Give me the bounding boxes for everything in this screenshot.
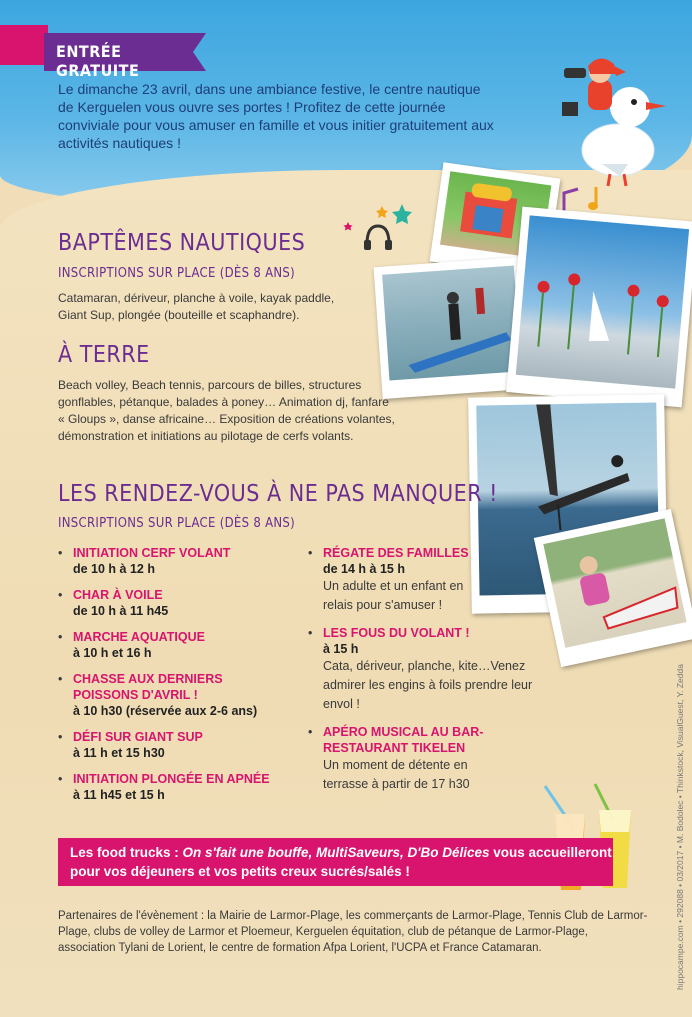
baptemes-subtitle: INSCRIPTIONS SUR PLACE (DÈS 8 ANS) [58,266,296,281]
list-item [308,545,548,615]
list-item [58,545,298,577]
food-trucks-suffix: vous accueilleront pour vos déjeuners et vos petits creux sucrés/salés ! [70,845,612,879]
food-trucks-prefix: Les food trucks : [70,845,183,860]
event-time: à 15 h [323,642,359,656]
photo-credit: hippocampe.com • 292088 • 03/2017 • M. Bodolec • Thinkstock, VisualGuest, Y. Zedda [675,664,685,990]
partners-text: Partenaires de l'évènement : la Mairie de Larmor-Plage, les commerçants de Larmor-Plage, Tennis Club de Larmor-Plage, clubs de volley de Larmor et Ploemeur, Kerguelen équitation, club de pétanque de Larmor-Plage, association Tylani de Lorient, le centre de formation Afpa Lorient, l'UCPA et France Catamaran. [58,910,648,954]
list-item [58,671,298,719]
event-time: de 10 h à 12 h [73,562,155,576]
headphones-icon [362,222,394,252]
event-title: • DÉFI SUR GIANT SUP [73,730,203,744]
baptemes-text: Catamaran, dériveur, planche à voile, kayak paddle, Giant Sup, plongée (bouteille et scaphandre). [58,291,335,322]
event-description: Cata, dériveur, planche, kite…Venez admirer les engins à foils prendre leur envol ! [323,659,533,711]
terre-title: À TERRE [58,342,150,368]
event-time: à 10 h et 16 h [73,646,152,660]
food-trucks-names: On s'fait une bouffe, MultiSaveurs, D'Bo Délices [182,845,490,860]
event-title: • INITIATION CERF VOLANT [73,546,231,560]
event-title: • CHAR À VOILE [73,588,163,602]
list-item [308,625,548,714]
event-title: • CHASSE AUX DERNIERS POISSONS D'AVRIL ! [73,672,223,702]
rdv-title: LES RENDEZ-VOUS À NE PAS MANQUER ! [58,481,498,507]
rdv-left-list [58,545,298,813]
event-time: de 14 h à 15 h [323,562,405,576]
rdv-subtitle: INSCRIPTIONS SUR PLACE (DÈS 8 ANS) [58,516,296,531]
event-title: • RÉGATE DES FAMILLES [323,546,469,560]
event-title: • MARCHE AQUATIQUE [73,630,205,644]
event-title: • INITIATION PLONGÉE EN APNÉE [73,772,270,786]
event-time: à 11 h et 15 h30 [73,746,165,760]
list-item [58,587,298,619]
food-trucks-banner [58,838,613,886]
event-time: à 11 h45 et 15 h [73,788,165,802]
event-description: Un adulte et un enfant en relais pour s'amuser ! [323,579,464,612]
event-title: • LES FOUS DU VOLANT ! [323,626,470,640]
event-time: de 10 h à 11 h45 [73,604,169,618]
photo-child-kite [534,509,692,667]
event-time: à 10 h30 (réservée aux 2-6 ans) [73,704,258,718]
list-item [58,771,298,803]
event-description: Un moment de détente en terrasse à partir de 17 h30 [323,758,470,791]
list-item [308,724,548,794]
free-entry-ribbon [0,33,205,80]
rdv-right-list [308,545,548,804]
seagull-mascot-illustration [550,52,675,187]
list-item [58,629,298,661]
intro-text: Le dimanche 23 avril, dans une ambiance festive, le centre nautique de Kerguelen vous ouvre ses portes ! Profitez de cette journée conviviale pour vous amuser en famille et vous initier gratuitement aux activités nautiques ! [58,81,494,151]
terre-text: Beach volley, Beach tennis, parcours de billes, structures gonflables, pétanque, balades à poney… Animation dj, fanfare « Gloups », danse africaine… Exposition de créations volantes, démonstration et initiations au pilotage de cerfs volants. [58,378,395,443]
ribbon-pink-tab [0,25,48,65]
list-item [58,729,298,761]
event-title: • APÉRO MUSICAL AU BAR-RESTAURANT TIKELEN [323,725,484,755]
free-entry-label: ENTRÉE GRATUITE [56,42,140,80]
baptemes-title: BAPTÊMES NAUTIQUES [58,230,306,256]
photo-sailboat-flowers [506,207,692,408]
